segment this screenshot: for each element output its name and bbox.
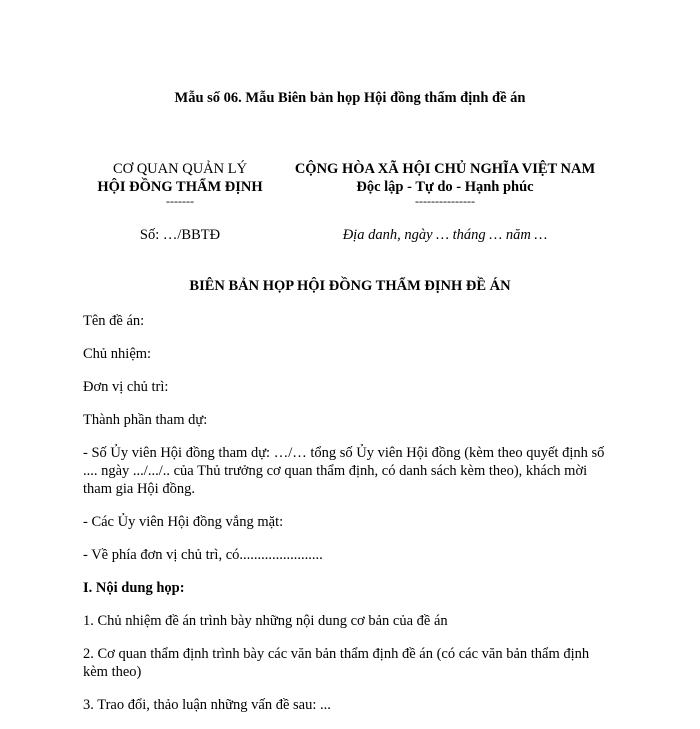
nation-name: CỘNG HÒA XÃ HỘI CHỦ NGHĨA VIỆT NAM <box>294 161 596 177</box>
section-1-heading: I. Nội dung họp: <box>83 580 185 596</box>
form-title: Mẫu số 06. Mẫu Biên bản họp Hội đồng thẩm định đề án <box>174 90 526 106</box>
bullet-members-present <box>83 444 623 498</box>
field-host-unit: Đơn vị chủ trì: <box>83 379 169 395</box>
section-1-item-1: 1. Chủ nhiệm đề án trình bày những nội dung cơ bản của đề án <box>83 613 448 629</box>
item-2-line-1: 2. Cơ quan thẩm định trình bày các văn bản thẩm định đề án (có các văn bản thẩm định <box>83 646 590 662</box>
section-1-item-3: 3. Trao đổi, thảo luận những vấn đề sau: ... <box>83 697 331 713</box>
field-project-name: Tên đề án: <box>83 313 145 329</box>
members-present-line-3: tham gia Hội đồng. <box>83 481 195 497</box>
bullet-host-side: - Về phía đơn vị chủ trì, có....................... <box>83 547 323 563</box>
document-body <box>83 312 623 729</box>
document-title: BIÊN BẢN HỌP HỘI ĐỒNG THẨM ĐỊNH ĐỀ ÁN <box>189 278 511 294</box>
council-name: HỘI ĐỒNG THẨM ĐỊNH <box>97 179 263 195</box>
field-participants: Thành phần tham dự: <box>83 412 208 428</box>
document-number: Số: …/BBTĐ <box>139 227 221 243</box>
members-present-line-1: - Số Ủy viên Hội đồng tham dự: …/… tổng số Ủy viên Hội đồng (kèm theo quyết định số <box>83 445 605 461</box>
national-motto: Độc lập - Tự do - Hạnh phúc <box>356 179 534 195</box>
left-divider: ------- <box>166 194 194 208</box>
national-heading-block <box>280 160 610 244</box>
issuing-agency-block <box>95 160 265 244</box>
agency-name: CƠ QUAN QUẢN LÝ <box>112 161 248 177</box>
bullet-members-absent: - Các Ủy viên Hội đồng vắng mặt: <box>83 514 284 530</box>
field-leader: Chủ nhiệm: <box>83 346 152 362</box>
section-1-item-2 <box>83 645 623 681</box>
place-and-date: Địa danh, ngày … tháng … năm … <box>342 227 548 243</box>
members-present-line-2: .... ngày .../.../.. của Thủ trưởng cơ quan thẩm định, có danh sách kèm theo), khách mời <box>83 463 588 479</box>
right-divider: --------------- <box>415 194 475 208</box>
item-2-line-2: kèm theo) <box>83 664 142 680</box>
